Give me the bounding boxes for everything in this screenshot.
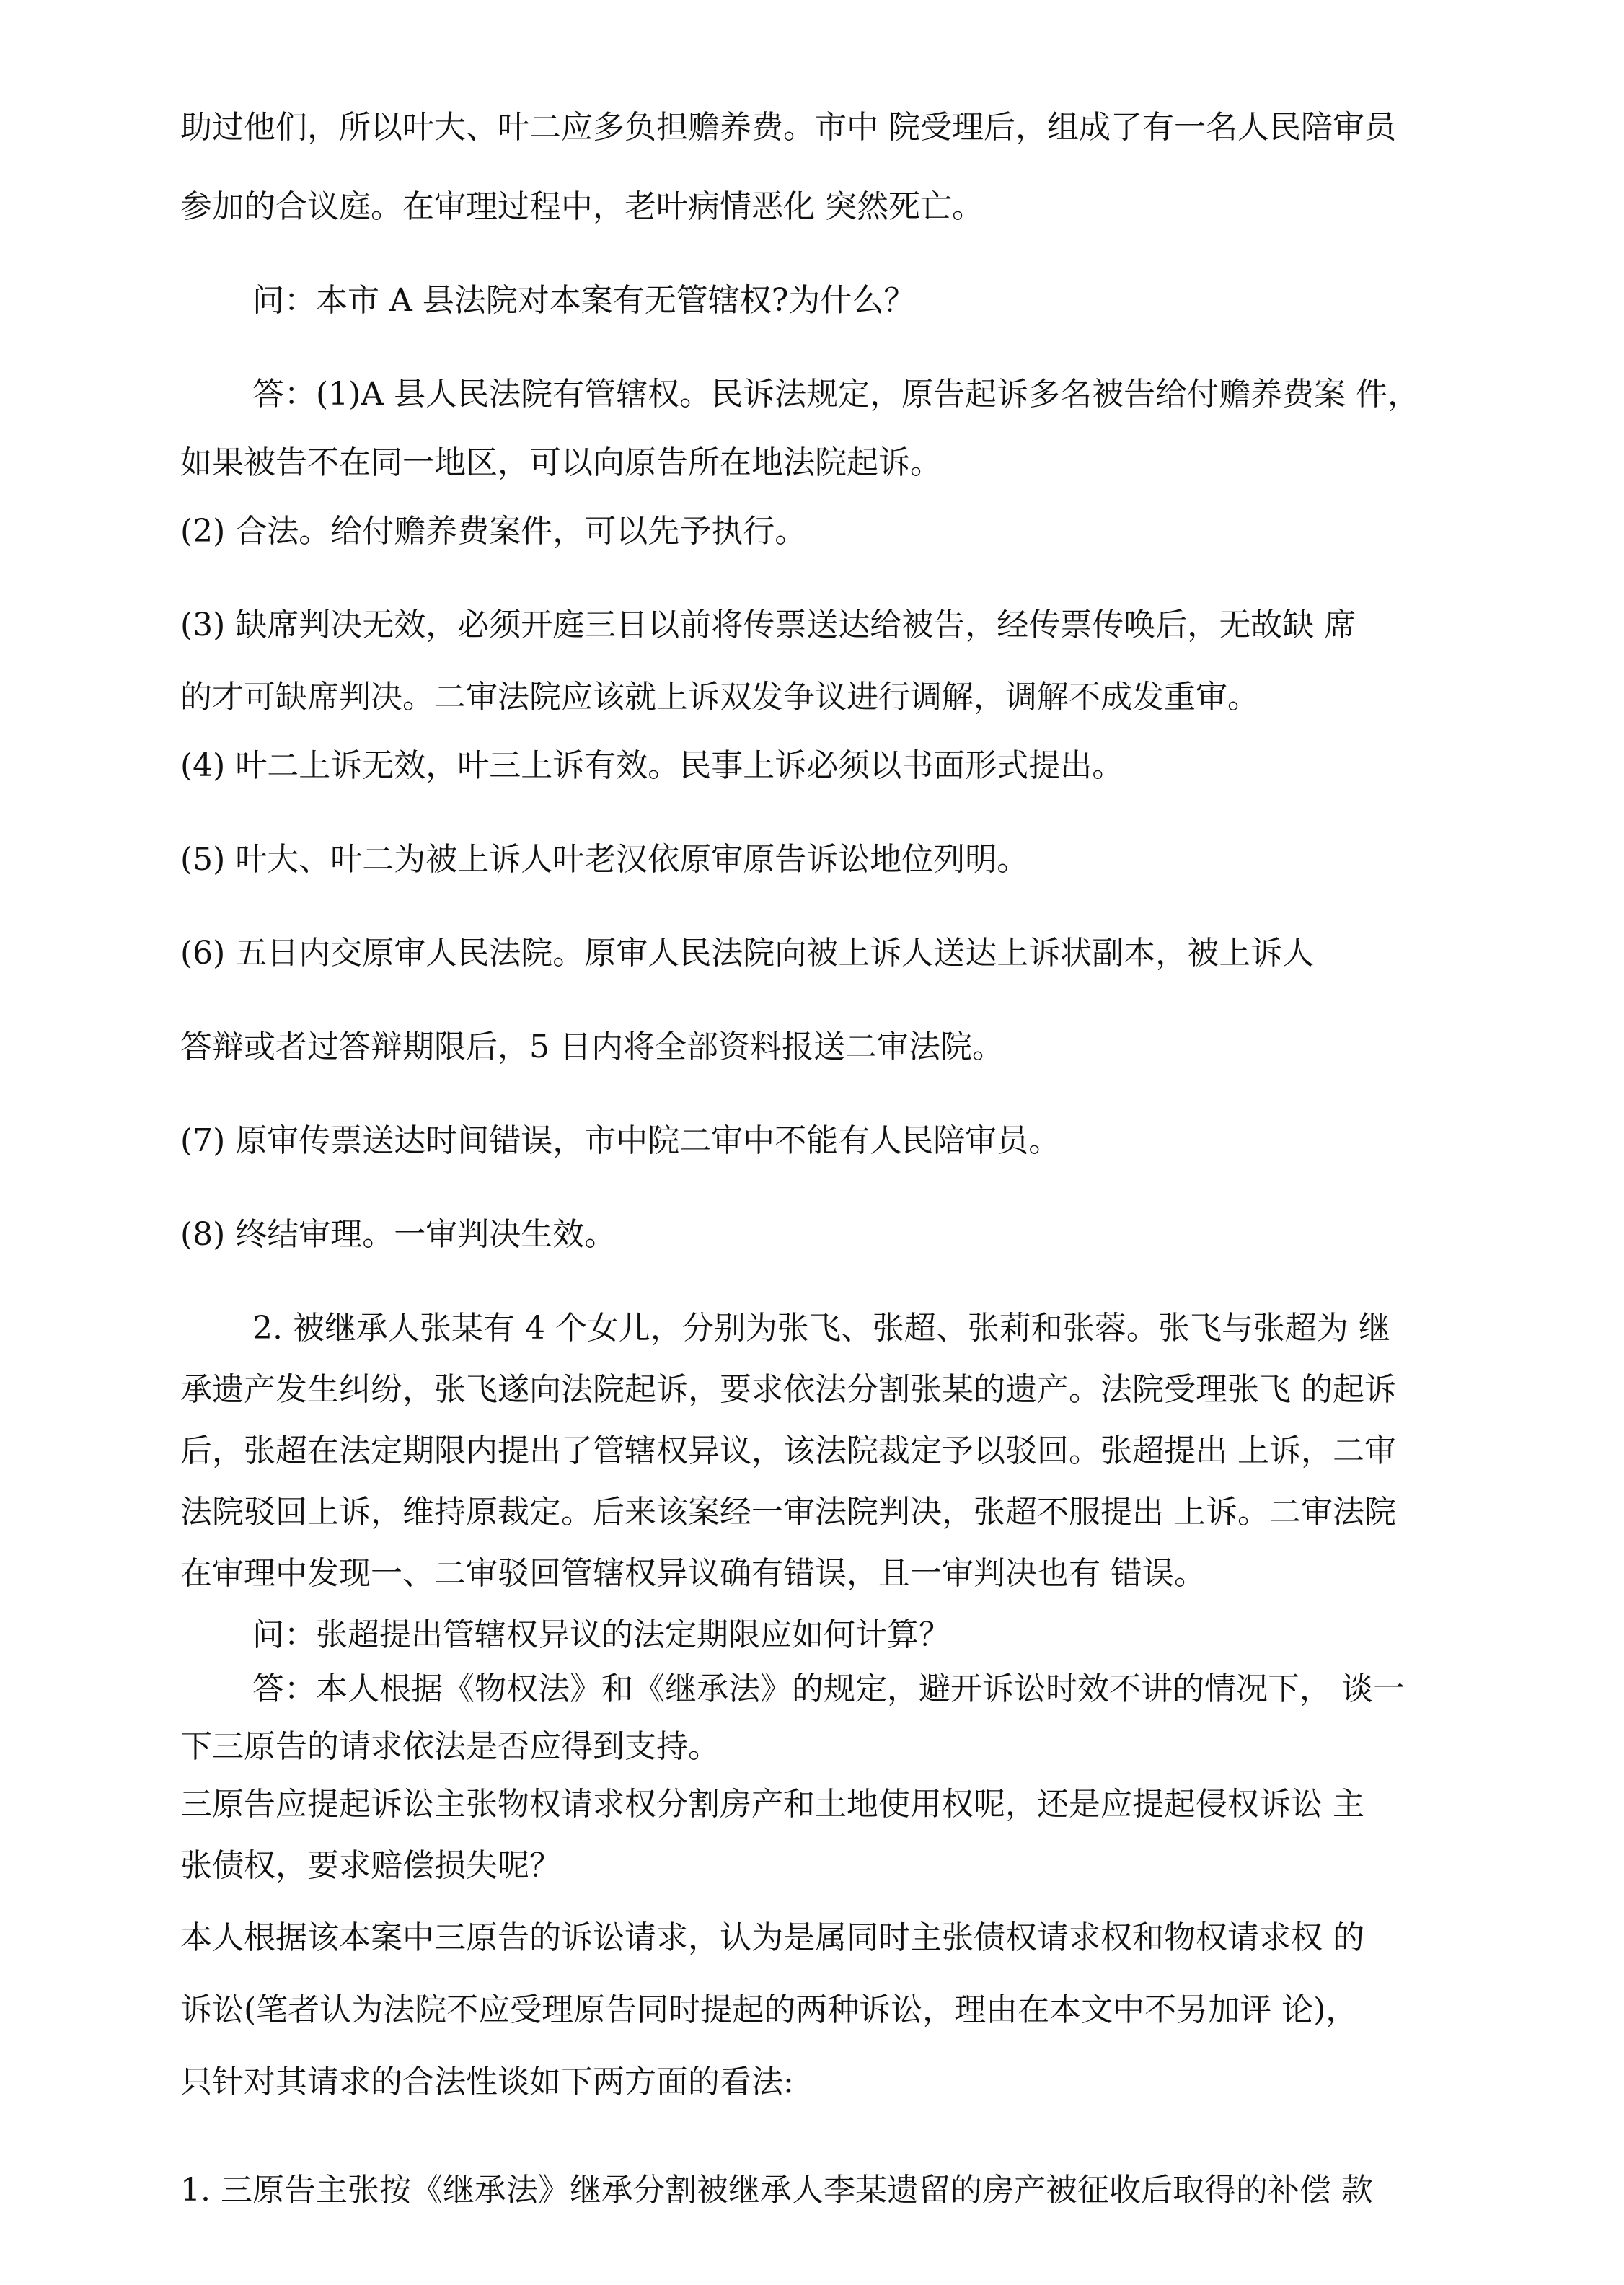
list-item: (6) 五日内交原审人民法院。原审人民法院向被上诉人送达上诉状副本，被上诉人 bbox=[180, 935, 1315, 972]
text-line: 诉讼(笔者认为法院不应受理原告同时提起的两种诉讼，理由在本文中不另加评 论)， bbox=[180, 1991, 1358, 2028]
text-line: 下三原告的请求依法是否应得到支持。 bbox=[180, 1728, 720, 1765]
list-item: (8) 终结审理。一审判决生效。 bbox=[180, 1216, 617, 1253]
answer-line: 答：(1)A 县人民法院有管辖权。民诉法规定，原告起诉多名被告给付赡养费案 件， bbox=[252, 376, 1420, 413]
text-line: 的才可缺席判决。二审法院应该就上诉双发争议进行调解，调解不成发重审。 bbox=[180, 679, 1259, 716]
list-item: (2) 合法。给付赡养费案件，可以先予执行。 bbox=[180, 513, 807, 550]
text-line: 参加的合议庭。在审理过程中，老叶病情恶化 突然死亡。 bbox=[180, 188, 984, 225]
text-line: 张债权，要求赔偿损失呢？ bbox=[180, 1847, 561, 1884]
list-item: (4) 叶二上诉无效，叶三上诉有效。民事上诉必须以书面形式提出。 bbox=[180, 747, 1124, 784]
text-line: 在审理中发现一、二审驳回管辖权异议确有错误，且一审判决也有 错误。 bbox=[180, 1555, 1206, 1592]
text-line: 2. 被继承人张某有 4 个女儿，分别为张飞、张超、张莉和张蓉。张飞与张超为 继 bbox=[252, 1310, 1390, 1347]
text-line: 法院驳回上诉，维持原裁定。后来该案经一审法院判决，张超不服提出 上诉。二审法院 bbox=[180, 1494, 1396, 1531]
text-line: 承遗产发生纠纷，张飞遂向法院起诉，要求依法分割张某的遗产。法院受理张飞 的起诉 bbox=[180, 1371, 1396, 1408]
text-line: 后，张超在法定期限内提出了管辖权异议，该法院裁定予以驳回。张超提出 上诉，二审 bbox=[180, 1432, 1396, 1469]
list-item: (5) 叶大、叶二为被上诉人叶老汉依原审原告诉讼地位列明。 bbox=[180, 841, 1029, 878]
text-line: 答辩或者过答辩期限后，5 日内将全部资料报送二审法院。 bbox=[180, 1029, 1004, 1065]
text-line: 三原告应提起诉讼主张物权请求权分割房产和土地使用权呢，还是应提起侵权诉讼 主 bbox=[180, 1786, 1364, 1823]
text-line: 本人根据该本案中三原告的诉讼请求，认为是属同时主张债权请求权和物权请求权 的 bbox=[180, 1919, 1364, 1956]
text-line: 只针对其请求的合法性谈如下两方面的看法: bbox=[180, 2064, 794, 2100]
question-line: 问：张超提出管辖权异议的法定期限应如何计算？ bbox=[252, 1616, 950, 1653]
text-line: 助过他们，所以叶大、叶二应多负担赡养费。市中 院受理后，组成了有一名人民陪审员 bbox=[180, 109, 1396, 146]
list-item: 1. 三原告主张按《继承法》继承分割被继承人李某遗留的房产被征收后取得的补偿 款 bbox=[180, 2172, 1373, 2209]
answer-line: 答：本人根据《物权法》和《继承法》的规定，避开诉讼时效不讲的情况下， 谈一 bbox=[252, 1670, 1405, 1707]
list-item: (3) 缺席判决无效，必须开庭三日以前将传票送达给被告，经传票传唤后，无故缺 席 bbox=[180, 607, 1356, 643]
question-line: 问：本市 A 县法院对本案有无管辖权?为什么？ bbox=[252, 282, 916, 319]
list-item: (7) 原审传票送达时间错误，市中院二审中不能有人民陪审员。 bbox=[180, 1122, 1061, 1159]
text-line: 如果被告不在同一地区，可以向原告所在地法院起诉。 bbox=[180, 444, 942, 481]
